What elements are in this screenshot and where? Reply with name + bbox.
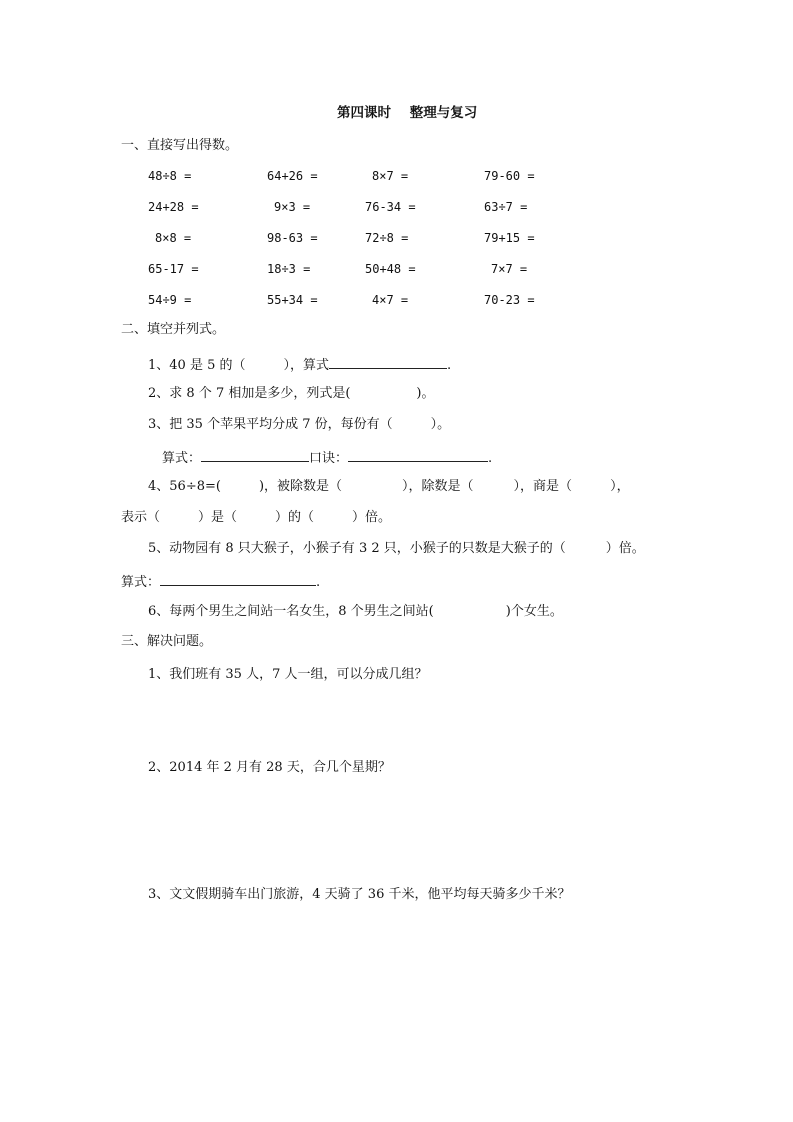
arithmetic-item: 79+15 = [484,231,535,245]
arithmetic-item: 7×7 = [491,262,528,276]
question-text: . [316,575,321,590]
arithmetic-item: 48÷8 = [148,169,192,183]
fill-question-5 [148,541,645,557]
arithmetic-item: 18÷3 = [267,262,311,276]
rhyme-line[interactable] [348,448,488,462]
arithmetic-item: 54÷9 = [148,293,192,307]
word-problem-2: 2、2014 年 2 月有 28 天，合几个星期？ [148,760,391,775]
section3-heading: 三、解决问题。 [121,634,213,649]
fill-question-3 [148,417,450,433]
question-text: . [447,358,452,373]
fill-question-4 [148,479,630,495]
question-text: )，被除数是（ [258,479,343,494]
fill-question-1 [148,355,451,374]
question-text: 2、求 8 个 7 相加是多少，列式是( [148,386,351,401]
fill-question-2 [148,386,435,402]
arithmetic-item: 65-17 = [148,262,199,276]
question-text: ）是（ [198,510,238,525]
fill-question-6 [148,604,563,620]
question-text: ）， [610,479,630,494]
arithmetic-item: 79-60 = [484,169,535,183]
arithmetic-item: 76-34 = [365,200,416,214]
arithmetic-item: 8×7 = [372,169,409,183]
word-problem-3: 3、文文假期骑车出门旅游，4 天骑了 36 千米，他平均每天骑多少千米？ [148,887,571,902]
question-text: 5、动物园有 8 只大猴子，小猴子有 3 2 只，小猴子的只数是大猴子的（ [148,541,566,556]
formula-line[interactable] [201,448,309,462]
rhyme-label: 口诀： [309,451,349,466]
arithmetic-item: 70-23 = [484,293,535,307]
question-text: ），除数是（ [402,479,474,494]
arithmetic-item: 8×8 = [155,231,192,245]
question-text: ）倍。 [605,541,645,556]
question-text: 1、40 是 5 的（ [148,358,246,373]
arithmetic-item: 50+48 = [365,262,416,276]
formula-label: 算式： [121,575,161,590]
fill-question-4-cont [121,510,391,526]
arithmetic-item: 98-63 = [267,231,318,245]
question-text: ），商是（ [513,479,573,494]
question-text: 3、把 35 个苹果平均分成 7 份，每份有（ [148,417,393,432]
arithmetic-item: 64+26 = [267,169,318,183]
fill-question-3-lines [162,448,492,467]
arithmetic-item: 55+34 = [267,293,318,307]
section2-heading: 二、填空并列式。 [121,322,226,337]
question-text: 4、56÷8=( [148,479,221,494]
question-text: . [488,451,493,466]
question-text: ）倍。 [352,510,392,525]
formula-line[interactable] [160,572,316,586]
section1-heading: 一、直接写出得数。 [121,138,239,153]
question-text: 表示（ [121,510,161,525]
question-text: 6、每两个男生之间站一名女生，8 个男生之间站( [148,604,434,619]
page-title: 第四课时 整理与复习 [337,105,478,121]
arithmetic-item: 24+28 = [148,200,199,214]
formula-line[interactable] [329,355,447,369]
formula-label: 算式： [162,451,202,466]
question-text: ）的（ [275,510,315,525]
question-text: )个女生。 [505,604,563,619]
fill-question-5-formula [121,572,320,591]
word-problem-1: 1、我们班有 35 人，7 人一组，可以分成几组？ [148,667,428,682]
arithmetic-item: 4×7 = [372,293,409,307]
question-text: ），算式 [283,358,329,373]
question-text: )。 [416,386,435,401]
arithmetic-item: 72÷8 = [365,231,409,245]
arithmetic-item: 9×3 = [274,200,311,214]
arithmetic-item: 63÷7 = [484,200,528,214]
question-text: ）。 [430,417,451,432]
